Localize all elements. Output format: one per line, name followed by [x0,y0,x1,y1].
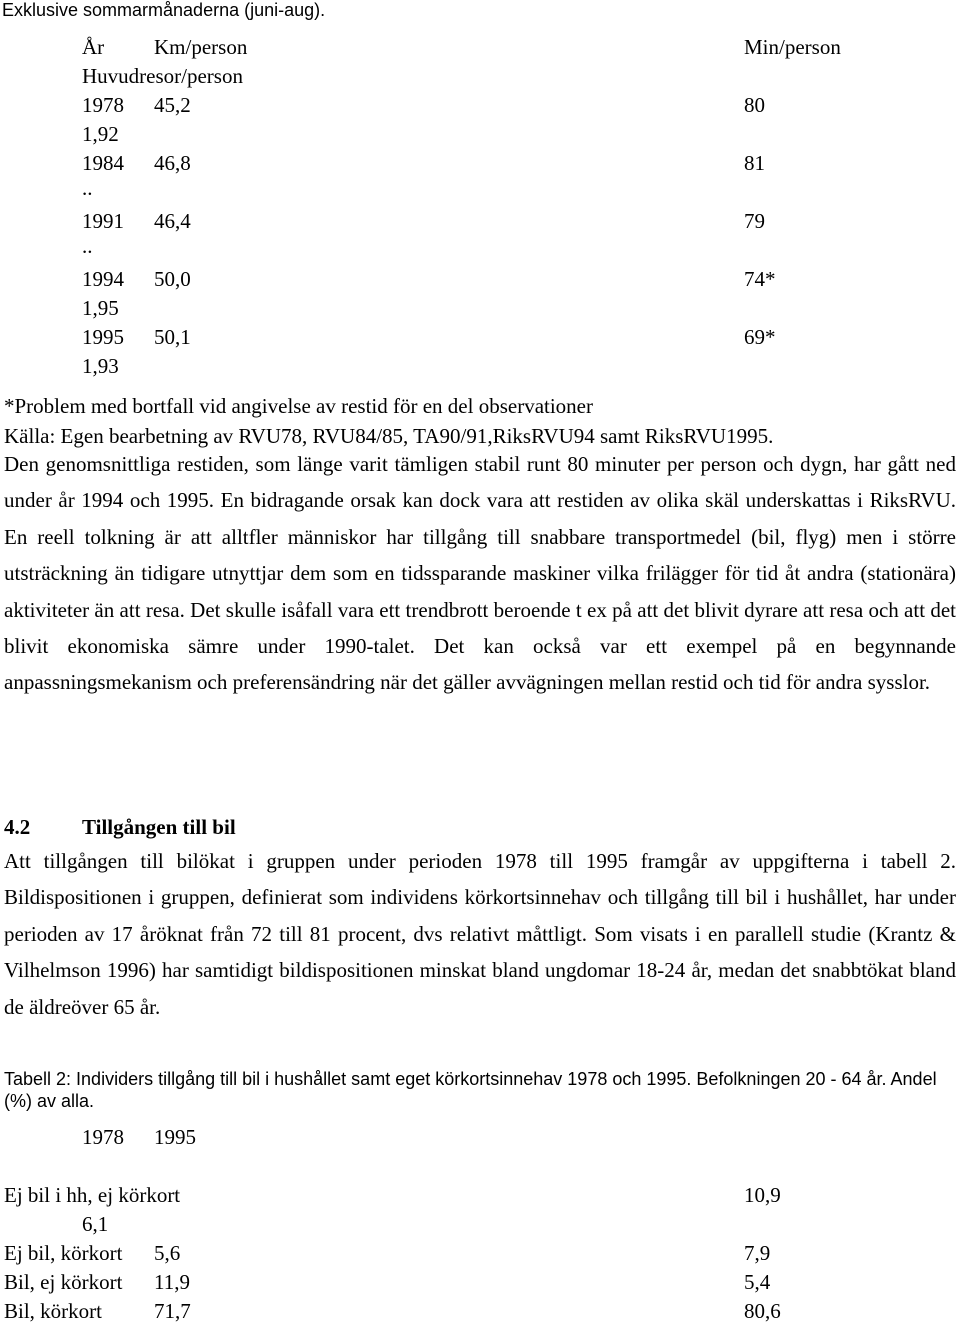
header-1978: 1978 [82,1125,124,1149]
row-km: 46,8 [154,151,191,175]
table-source: Källa: Egen bearbetning av RVU78, RVU84/85, TA90/91,RiksRVU94 samt RiksRVU1995. [4,424,774,448]
table-caption: Tabell 2: Individers tillgång till bil i hushållet samt eget körkortsinnehav 1978 och 1995. Befolkningen 20 - 64 år. Andel (%) av alla. [4,1069,937,1111]
row-km: 50,0 [154,267,191,291]
row-value-1995: 5,4 [744,1270,771,1294]
row-year: 1978 [82,93,124,117]
section-heading [4,815,236,840]
row-year: 1994 [82,267,124,291]
row-value-1995: 7,9 [744,1241,771,1265]
body-paragraph: Att tillgången till bilökat i gruppen under perioden 1978 till 1995 framgår av uppgifterna i tabell 2. Bildispositionen i gruppen, definierat som individens körkortsinnehav och tillgång till bil i hushållet, har under perioden av 17 åröknat från 72 till 81 procent, dvs relativt måttligt. Som visats i en parallell studie (Krantz & Vilhelmson 1996) har samtidigt bildispositionen minskat bland ungdomar 18-24 år, medan det snabbtökat bland de äldreöver 65 år. [4,849,956,1019]
row-trips: .. [82,234,93,258]
row-value-1978: 71,7 [154,1299,191,1323]
header-1995: 1995 [154,1125,196,1149]
row-min: 74* [744,267,776,291]
row-km: 46,4 [154,209,191,233]
header-year: År [82,35,105,59]
row-value-1995: 80,6 [744,1299,781,1323]
row-km: 45,2 [154,93,191,117]
row-trips: 1,95 [82,296,119,320]
row-year: 1984 [82,151,124,175]
row-min: 81 [744,151,765,175]
row-label: Ej bil, körkort [4,1241,123,1265]
row-year: 1991 [82,209,124,233]
row-value-1978: 11,9 [154,1270,190,1294]
row-label: Ej bil i hh, ej körkort [4,1183,181,1207]
row-min: 79 [744,209,765,233]
body-paragraph: Den genomsnittliga restiden, som länge varit tämligen stabil runt 80 minuter per person och dygn, har gått ned under år 1994 och 1995. En bidragande orsak kan dock vara att restiden av olika skäl underskattas i RiksRVU. En reell tolkning är att alltfler människor har tillgång till snabbare transportmedel (bil, flyg) men i större utsträckning än tidigare utnyttjar dem som en tidssparande maskiner vilka frilägger för tid åt andra (stationära) aktiviteter än att resa. Det skulle isåfall vara ett trendbrott beroende t ex på att det blivit dyrare att resa och att det blivit ekonomiska sämre under 1990-talet. Det kan också var ett exempel på en begynnande anpassningsmekanism och preferensändring när det gäller avvägningen mellan restid och tid för andra sysslor. [4,452,956,695]
table-footnote: *Problem med bortfall vid angivelse av restid för en del observationer [4,394,593,418]
row-min: 80 [744,93,765,117]
header-min: Min/person [744,35,841,59]
row-km: 50,1 [154,325,191,349]
section-number: 4.2 [4,815,31,839]
top-note: Exklusive sommarmånaderna (juni-aug). [2,0,326,20]
row-value-1995: 6,1 [82,1212,109,1236]
header-km: Km/person [154,35,248,59]
section-title: Tillgången till bil [82,815,236,839]
header-trips: Huvudresor/person [82,64,243,88]
row-min: 69* [744,325,776,349]
row-value-1978: 5,6 [154,1241,181,1265]
row-year: 1995 [82,325,124,349]
row-label: Bil, ej körkort [4,1270,123,1294]
row-value-1978: 10,9 [744,1183,781,1207]
row-trips: 1,92 [82,122,119,146]
row-label: Bil, körkort [4,1299,102,1323]
row-trips: .. [82,176,93,200]
row-trips: 1,93 [82,354,119,378]
